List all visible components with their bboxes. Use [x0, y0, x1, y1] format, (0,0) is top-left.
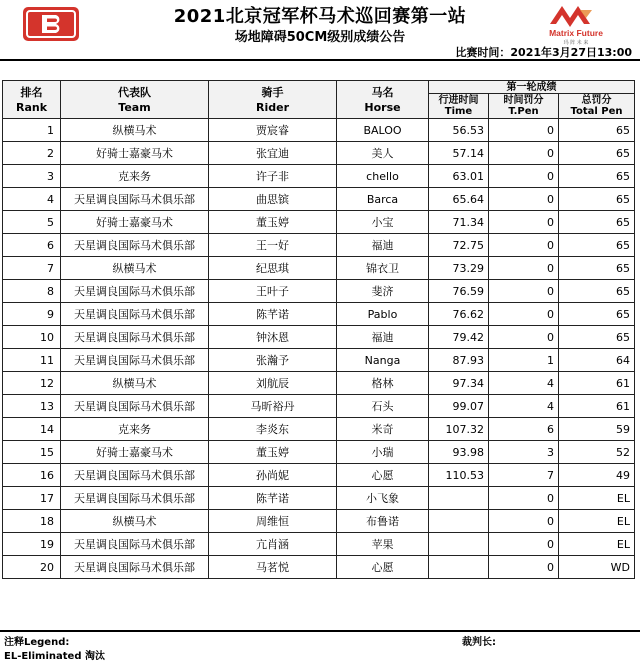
cell-rank: 15	[3, 441, 61, 464]
cell-rider: 张瀚予	[209, 349, 337, 372]
cell-team: 天星调良国际马术俱乐部	[61, 326, 209, 349]
cell-time: 79.42	[429, 326, 489, 349]
cell-rider: 王一好	[209, 234, 337, 257]
cell-time	[429, 533, 489, 556]
cell-tpen: 0	[489, 280, 559, 303]
cell-rider: 马昕裕丹	[209, 395, 337, 418]
cell-rank: 17	[3, 487, 61, 510]
cell-horse: chello	[337, 165, 429, 188]
cell-time: 93.98	[429, 441, 489, 464]
cell-team: 纵横马术	[61, 119, 209, 142]
cell-horse: 心愿	[337, 464, 429, 487]
cell-rider: 曲思镔	[209, 188, 337, 211]
cell-tpen: 0	[489, 165, 559, 188]
table-row	[3, 234, 635, 257]
event-subtitle: 场地障碍50CM级别成绩公告	[234, 30, 406, 45]
cell-time: 107.32	[429, 418, 489, 441]
header-divider	[0, 59, 640, 61]
cell-horse: 锦衣卫	[337, 257, 429, 280]
cell-rider: 周维恒	[209, 510, 337, 533]
cell-time: 110.53	[429, 464, 489, 487]
cell-total: 65	[559, 280, 635, 303]
cell-team: 克来务	[61, 418, 209, 441]
cell-time	[429, 556, 489, 579]
cell-horse: Barca	[337, 188, 429, 211]
cell-team: 天星调良国际马术俱乐部	[61, 556, 209, 579]
table-row	[3, 257, 635, 280]
cell-rank: 14	[3, 418, 61, 441]
cell-rider: 钟沐恩	[209, 326, 337, 349]
cell-rank: 12	[3, 372, 61, 395]
cell-rank: 16	[3, 464, 61, 487]
cell-time: 65.64	[429, 188, 489, 211]
cell-total: EL	[559, 487, 635, 510]
col-time: 行进时间 Time	[429, 94, 489, 119]
table-row	[3, 165, 635, 188]
cell-rank: 20	[3, 556, 61, 579]
cell-tpen: 4	[489, 372, 559, 395]
cell-horse: 心愿	[337, 556, 429, 579]
cell-time: 73.29	[429, 257, 489, 280]
cell-team: 天星调良国际马术俱乐部	[61, 188, 209, 211]
cell-team: 克来务	[61, 165, 209, 188]
cell-rank: 6	[3, 234, 61, 257]
cell-rank: 1	[3, 119, 61, 142]
cell-horse: 石头	[337, 395, 429, 418]
cell-time: 76.59	[429, 280, 489, 303]
cell-horse: 福迪	[337, 234, 429, 257]
cell-total: 65	[559, 257, 635, 280]
table-row	[3, 188, 635, 211]
cell-rider: 陈芊诺	[209, 487, 337, 510]
round-one-header: 第一轮成绩	[429, 81, 635, 94]
table-row	[3, 510, 635, 533]
cell-tpen: 4	[489, 395, 559, 418]
cell-total: EL	[559, 510, 635, 533]
cell-total: 65	[559, 303, 635, 326]
cell-time: 99.07	[429, 395, 489, 418]
cell-team: 好骑士嘉豪马术	[61, 142, 209, 165]
table-row	[3, 533, 635, 556]
cell-time: 57.14	[429, 142, 489, 165]
cell-total: WD	[559, 556, 635, 579]
cell-rider: 纪思琪	[209, 257, 337, 280]
cell-time: 72.75	[429, 234, 489, 257]
cell-time: 71.34	[429, 211, 489, 234]
cell-tpen: 7	[489, 464, 559, 487]
table-row	[3, 556, 635, 579]
cell-rider: 王叶子	[209, 280, 337, 303]
cell-rank: 5	[3, 211, 61, 234]
results-body	[3, 119, 635, 579]
cell-rank: 9	[3, 303, 61, 326]
cell-total: 65	[559, 119, 635, 142]
cell-team: 天星调良国际马术俱乐部	[61, 464, 209, 487]
cell-total: 65	[559, 188, 635, 211]
cell-rank: 11	[3, 349, 61, 372]
datetime-label: 比赛时间：	[455, 46, 511, 59]
table-row	[3, 418, 635, 441]
cell-horse: 米奇	[337, 418, 429, 441]
cell-total: EL	[559, 533, 635, 556]
legend-label: 注释Legend:	[4, 637, 70, 648]
cell-rider: 孙尚妮	[209, 464, 337, 487]
cell-tpen: 0	[489, 257, 559, 280]
table-row	[3, 349, 635, 372]
table-row	[3, 395, 635, 418]
footer-divider	[0, 630, 640, 632]
cell-tpen: 0	[489, 119, 559, 142]
cell-total: 49	[559, 464, 635, 487]
cell-horse: 布鲁诺	[337, 510, 429, 533]
cell-time	[429, 510, 489, 533]
cell-total: 64	[559, 349, 635, 372]
cell-team: 天星调良国际马术俱乐部	[61, 395, 209, 418]
cell-horse: 福迪	[337, 326, 429, 349]
col-tpen: 时间罚分 T.Pen	[489, 94, 559, 119]
cell-team: 好骑士嘉豪马术	[61, 441, 209, 464]
cell-time: 97.34	[429, 372, 489, 395]
cell-tpen: 0	[489, 234, 559, 257]
cell-horse: Pablo	[337, 303, 429, 326]
cell-tpen: 6	[489, 418, 559, 441]
cell-team: 天星调良国际马术俱乐部	[61, 349, 209, 372]
cell-horse: 小飞象	[337, 487, 429, 510]
col-rank: 排名 Rank	[3, 81, 61, 119]
referee-label: 裁判长:	[462, 637, 496, 648]
cell-tpen: 3	[489, 441, 559, 464]
cell-time: 63.01	[429, 165, 489, 188]
cell-rider: 刘航辰	[209, 372, 337, 395]
cell-rider: 李炎东	[209, 418, 337, 441]
cell-tpen: 0	[489, 533, 559, 556]
cell-time: 87.93	[429, 349, 489, 372]
table-row	[3, 372, 635, 395]
cell-team: 天星调良国际马术俱乐部	[61, 533, 209, 556]
cell-tpen: 0	[489, 142, 559, 165]
cell-rank: 18	[3, 510, 61, 533]
cell-horse: 小瑞	[337, 441, 429, 464]
cell-total: 61	[559, 395, 635, 418]
cell-tpen: 0	[489, 326, 559, 349]
sponsor-sub: 玛 阵 未 来	[563, 40, 589, 46]
cell-rider: 贾宸睿	[209, 119, 337, 142]
cell-rider: 许子非	[209, 165, 337, 188]
cell-tpen: 0	[489, 556, 559, 579]
cell-rank: 13	[3, 395, 61, 418]
cell-team: 天星调良国际马术俱乐部	[61, 234, 209, 257]
cell-tpen: 0	[489, 211, 559, 234]
cell-total: 65	[559, 234, 635, 257]
cell-rider: 董玉婷	[209, 441, 337, 464]
cell-time: 56.53	[429, 119, 489, 142]
cell-horse: 格林	[337, 372, 429, 395]
cell-rider: 董玉婷	[209, 211, 337, 234]
cell-rider: 陈芊诺	[209, 303, 337, 326]
cell-total: 52	[559, 441, 635, 464]
event-title: 2021北京冠军杯马术巡回赛第一站	[173, 6, 467, 27]
cell-rank: 2	[3, 142, 61, 165]
cell-horse: Nanga	[337, 349, 429, 372]
cell-horse: BALOO	[337, 119, 429, 142]
cell-team: 纵横马术	[61, 257, 209, 280]
cell-team: 天星调良国际马术俱乐部	[61, 487, 209, 510]
table-row	[3, 119, 635, 142]
datetime-value: 2021年3月27日13:00	[510, 46, 632, 59]
cell-team: 天星调良国际马术俱乐部	[61, 303, 209, 326]
cell-team: 天星调良国际马术俱乐部	[61, 280, 209, 303]
cell-rank: 10	[3, 326, 61, 349]
cell-horse: 苹果	[337, 533, 429, 556]
col-rider: 骑手 Rider	[209, 81, 337, 119]
cell-rider: 马茗悦	[209, 556, 337, 579]
table-row	[3, 142, 635, 165]
cell-rank: 8	[3, 280, 61, 303]
cell-rider: 亢肖涵	[209, 533, 337, 556]
cell-rank: 4	[3, 188, 61, 211]
cell-horse: 美人	[337, 142, 429, 165]
col-total: 总罚分 Total Pen	[559, 94, 635, 119]
table-row	[3, 464, 635, 487]
cell-total: 59	[559, 418, 635, 441]
cell-team: 纵横马术	[61, 510, 209, 533]
cell-tpen: 0	[489, 188, 559, 211]
event-datetime	[455, 44, 632, 60]
sponsor-name: Matrix Future	[549, 28, 603, 38]
cell-total: 65	[559, 326, 635, 349]
cell-tpen: 0	[489, 510, 559, 533]
cell-time: 76.62	[429, 303, 489, 326]
col-horse: 马名 Horse	[337, 81, 429, 119]
cell-rank: 3	[3, 165, 61, 188]
legend-item: EL-Eliminated 淘汰	[4, 651, 105, 662]
cell-team: 好骑士嘉豪马术	[61, 211, 209, 234]
cell-rank: 19	[3, 533, 61, 556]
cell-rank: 7	[3, 257, 61, 280]
cell-total: 61	[559, 372, 635, 395]
table-row	[3, 211, 635, 234]
cell-time	[429, 487, 489, 510]
cell-total: 65	[559, 142, 635, 165]
results-table	[2, 80, 635, 579]
cell-tpen: 0	[489, 487, 559, 510]
cell-total: 65	[559, 165, 635, 188]
table-row	[3, 487, 635, 510]
cell-tpen: 1	[489, 349, 559, 372]
table-row	[3, 280, 635, 303]
table-row	[3, 326, 635, 349]
cell-tpen: 0	[489, 303, 559, 326]
cell-total: 65	[559, 211, 635, 234]
sponsor-logo	[540, 2, 612, 46]
table-row	[3, 441, 635, 464]
col-team: 代表队 Team	[61, 81, 209, 119]
cell-team: 纵横马术	[61, 372, 209, 395]
cell-horse: 小宝	[337, 211, 429, 234]
table-row	[3, 303, 635, 326]
cell-horse: 斐济	[337, 280, 429, 303]
cell-rider: 张宜迪	[209, 142, 337, 165]
